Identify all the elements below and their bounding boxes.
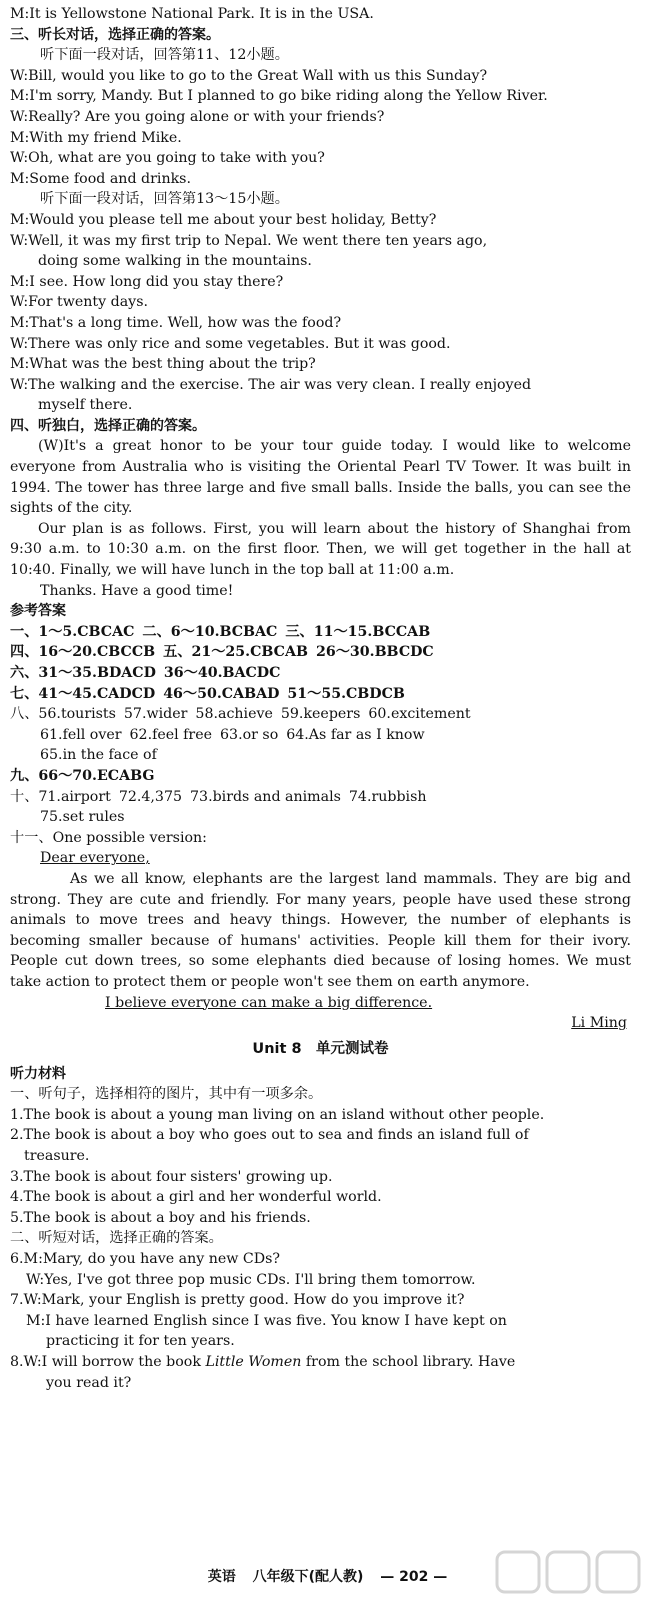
section-heading-3: 三、听长对话，选择正确的答案。 [10,26,220,43]
essay-closing: I believe everyone can make a big difference. [105,994,433,1011]
answer-row: 七、41～45.CADCD 46～50.CABAD 51～55.CBDCB [10,685,405,702]
essay-body: As we all know, elephants are the largest land mammals. They are big and strong. They are cute and friendly. For many years, people have used these strong animals to move trees and heavy things. However, the number of elephants is becoming smaller because of humans' activities. People kill them for their ivory. People cut down trees, so some elephants died because of losing homes. We must take action to protect them or people won't see them on earth anymore. [10,870,631,990]
short-dialogue-line: M:I have learned English since I was five. You know I have kept on [26,1312,507,1329]
short-dialogue-line: 6.M:Mary, do you have any new CDs? [10,1251,281,1268]
answer-row: 九、66～70.ECABG [10,767,155,784]
section-heading-2: 二、听短对话，选择正确的答案。 [10,1230,223,1247]
monologue-closing: Thanks. Have a good time! [40,582,234,599]
answer-row: 61.fell over 62.feel free 63.or so 64.As far as I know [40,726,425,743]
sentence-item: 3.The book is about four sisters' growing up. [10,1168,333,1185]
sentence-item: 2.The book is about a boy who goes out to sea and finds an island full of [10,1127,529,1144]
dialogue-line: M:It is Yellowstone National Park. It is in the USA. [10,6,374,22]
dialogue-line: W:Oh, what are you going to take with you? [10,150,325,167]
dialogue-line: W:Really? Are you going alone or with your friends? [10,108,385,125]
sentence-item-continued: treasure. [24,1148,90,1165]
answer-key-title: 参考答案 [10,603,66,620]
dialogue-line-continued: doing some walking in the mountains. [38,253,312,270]
footer-grade: 八年级下(配人教) [252,1569,364,1585]
dialogue-line: W:The walking and the exercise. The air was very clean. I really enjoyed [10,376,532,393]
dialogue-line: M:I'm sorry, Mandy. But I planned to go bike riding along the Yellow River. [10,88,548,105]
dialogue-line: M:I see. How long did you stay there? [10,273,284,290]
short-dialogue-line: 7.W:Mark, your English is pretty good. How do you improve it? [10,1292,465,1309]
dialogue-line: M:With my friend Mike. [10,129,182,146]
book-title: Little Women [205,1354,302,1370]
monologue-paragraph-1: (W)It's a great honor to be your tour guide today. I would like to welcome everyone from Australia who is visiting the Oriental Pearl TV Tower. It was built in 1994. The tower has three large and five small balls. Inside the balls, you can see the sights of the city. [10,438,631,517]
answer-row: 一、1～5.CBCAC 二、6～10.BCBAC 三、11～15.BCCAB [10,623,431,640]
section-heading-11: 十一、One possible version: [10,829,207,846]
essay-salutation: Dear everyone, [40,850,150,867]
answer-row: 八、56.tourists 57.wider 58.achieve 59.keepers 60.excitement [10,706,471,723]
dialogue-line: M:Would you please tell me about your best holiday, Betty? [10,211,437,228]
dialogue-line: M:Some food and drinks. [10,170,191,187]
dialogue-line: W:Well, it was my first trip to Nepal. We went there ten years ago, [10,232,488,249]
dialogue-line: M:That's a long time. Well, how was the food? [10,314,342,331]
short-dialogue-line-continued: practicing it for ten years. [46,1333,235,1350]
short-dialogue-line: 8.W:I will borrow the book Little Women from the school library. Have [10,1354,516,1370]
answer-row: 十、71.airport 72.4,375 73.birds and animals 74.rubbish [10,788,427,805]
answer-row: 四、16～20.CBCCB 五、21～25.CBCAB 26～30.BBCDC [10,644,434,661]
dialogue-intro-1: 听下面一段对话，回答第11、12小题。 [40,47,289,64]
monologue-paragraph-2: Our plan is as follows. First, you will learn about the history of Shanghai from 9:30 a.m. to 10:30 a.m. on the first floor. Then, we will get together in the hall at 10:40. Finally, we will have lunch in the top ball at 11:00 a.m. [10,520,631,579]
footer-subject: 英语 [207,1569,236,1585]
answer-row: 六、31～35.BDACD 36～40.BACDC [10,665,281,681]
footer-page-number: — 202 — [380,1569,448,1585]
dialogue-line: W:Bill, would you like to go to the Great Wall with us this Sunday? [10,67,488,84]
answer-row: 65.in the face of [40,747,157,764]
unit-title: Unit 8 单元测试卷 [252,1040,389,1057]
short-dialogue-line-continued: you read it? [46,1374,132,1391]
dialogue-intro-2: 听下面一段对话，回答第13～15小题。 [40,191,289,208]
sentence-item: 5.The book is about a boy and his friends. [10,1209,311,1226]
dialogue-line: W:There was only rice and some vegetables. But it was good. [10,335,451,352]
essay-signature: Li Ming [571,1015,627,1032]
section-heading-1: 一、听句子，选择相符的图片，其中有一项多余。 [10,1086,323,1103]
sentence-item: 1.The book is about a young man living on an island without other people. [10,1106,545,1123]
dialogue-line-continued: myself there. [38,397,133,414]
dialogue-line: M:What was the best thing about the trip? [10,356,316,373]
watermark-logo [495,1548,645,1596]
section-heading-4: 四、听独白，选择正确的答案。 [10,417,206,434]
dialogue-line: W:For twenty days. [10,294,148,311]
short-dialogue-line: W:Yes, I've got three pop music CDs. I'll bring them tomorrow. [26,1271,476,1288]
sentence-item: 4.The book is about a girl and her wonderful world. [10,1189,382,1206]
answer-row: 75.set rules [40,809,125,826]
listening-materials-heading: 听力材料 [10,1065,66,1082]
